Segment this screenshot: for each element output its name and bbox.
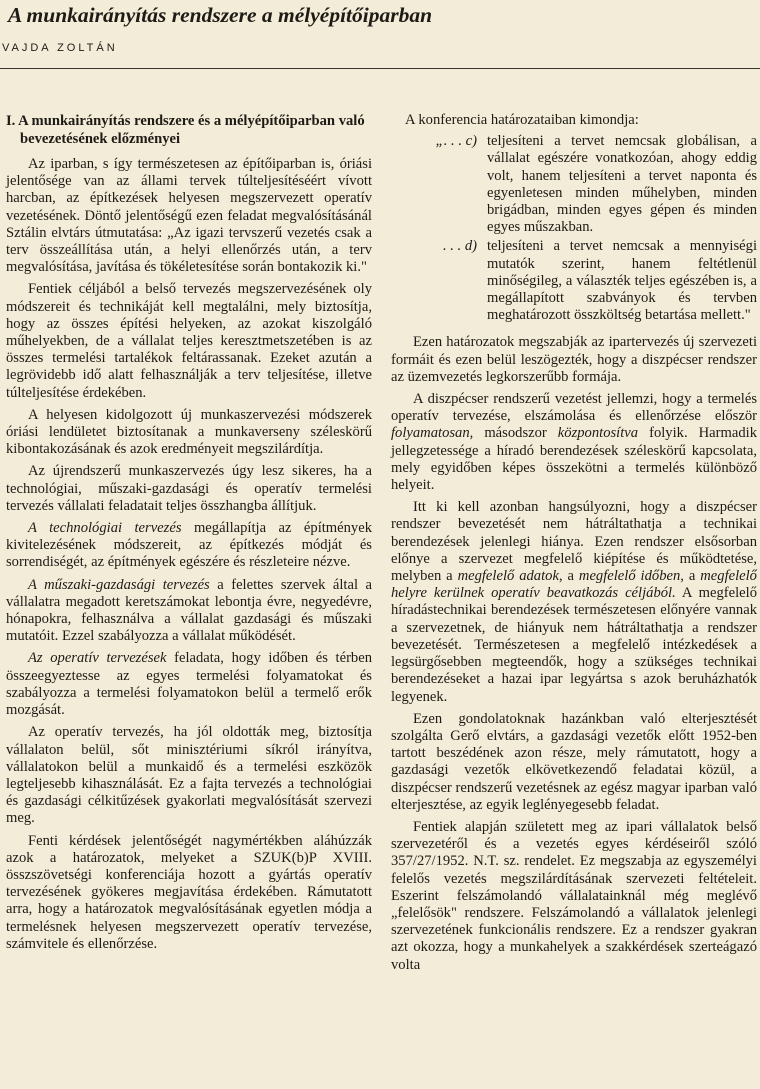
paragraph — [391, 499, 757, 705]
paragraph: Az újrendszerű munkaszervezés úgy lesz sikeres, ha a technológiai, műszaki-gazdasági és operatív termelési tervezés vállalati feladatait teljes összhangba állítjuk. — [6, 463, 372, 514]
emphasis: folyamatosan — [391, 425, 470, 442]
right-column — [391, 112, 757, 979]
quote-label: „. . . c) — [435, 133, 477, 150]
paragraph: Ezen határozatok megszabják az ipartervezés új szervezeti formáit és ezen belül leszögezték, hogy a diszpécser rendszer az üzemvezetés legkorszerűbb formája. — [391, 334, 757, 385]
article-title: A munkairányítás rendszere a mélyépítőiparban — [8, 3, 433, 27]
paragraph-text: a felettes szervek által a vállalatra megadott keretszámokat lebontja évre, negyedévre, hónapokra, felhasználva a vállalat gazdasági és műszaki mutatóit. Ezzel szabályozza a vállalat működését. — [6, 576, 372, 645]
paragraph-text: , a — [680, 568, 701, 585]
paragraph-text: A diszpécser rendszerű vezetést jellemzi, hogy a termelés operatív tervezése, elszámolása és ellenőrzése először — [391, 391, 757, 425]
paragraph-text: Itt ki kell azonban hangsúlyozni, hogy a diszpécser rendszer bevezetését nem hátráltathatja a technikai berendezések jelenlegi hiánya. Ezen rendszer elsősorban előnye a szervezet megfelelő kiépítése és működtetése, melyben a — [391, 499, 757, 585]
paragraph — [6, 577, 372, 646]
section-heading: I. A munkairányítás rendszere és a mélyépítőiparban való bevezetésének előzményei — [6, 113, 365, 147]
paragraph: Ezen gondolatoknak hazánkban való elterjesztését szolgálta Gerő elvtárs, a gazdasági vezetők előtt 1952-ben tartott beszédének azon része, mely rámutatott, hogy a gazdasági vezetők elkövetkezendő feladatai közül, a diszpécser rendszerű vezetésnek az egész magyar iparban való elterjesztése, az egyik leglényegesebb feladat. — [391, 710, 757, 813]
paragraph — [6, 520, 372, 572]
header-divider — [0, 68, 760, 69]
paragraph — [391, 391, 757, 494]
emphasis: megfelelő időben — [578, 568, 681, 585]
emphasis: A műszaki-gazdasági tervezés — [28, 576, 210, 593]
paragraph: Az iparban, s így természetesen az építőiparban is, óriási jelentősége van az állami tervek túlteljesítéséért vívott harcban, az építkezések helyesen megszervezett operatív vezetésének. Döntő jelentőségű ezen feladat megvalósításánál Sztálin elvtárs útmutatása: „Az igazi tervszerű vezetés csak a terv összeállítása után, a helyi ellenőrzés után, a terv megvalósítása, javítása és tökéletesítése során bontakozik ki." — [6, 156, 372, 276]
paragraph-text: , másodszor — [469, 425, 558, 442]
paragraph-text: , a — [558, 568, 579, 585]
paragraph: Fentiek céljából a belső tervezés megszervezésének oly módszereit és technikáját kell megtalálni, mely biztosítja, hogy az összes építési helyeken, az azokat kiszolgáló műhelyekben, de a vállalat teljes keresztmetszetében is az összes termelési tartalékok feltárassanak. Ezeket azután a legrövidebb idő alatt felhasználják a terv teljesítése, illetve túlteljesítése érdekében. — [6, 281, 372, 401]
paragraph — [6, 650, 372, 719]
emphasis: megfelelő adatok — [457, 568, 559, 585]
paragraph: Fentiek alapján született meg az ipari vállalatok belső szervezetéről és a vezetés egyes kérdéseiről szóló 357/27/1952. N.T. sz. rendelet. Ez megszabja az egyszemélyi felelős vezetés megszilárdításának szervezeti feltételeit. Eszerint felszámolandó vállalatainknál még meglévő „felelősök" rendszere. Felszámolandó a vállalatok jelenlegi szervezetének funkcionális rendszere. Ez a rendszer gyakran azt okozza, hogy a munkahelyek a szakkérdések szerteágazó volta — [391, 818, 757, 973]
paragraph: Az operatív tervezés, ha jól oldották meg, biztosítja vállalaton belül, sőt minisztériumi síkról irányítva, vállalatokon belül a munkaidő és a termelési eszközök legteljesebb kihasználását. Ez a fajta tervezés a technológiai és gazdasági célkitűzések gyakorlati megvalósítását szervezi meg. — [6, 724, 372, 827]
paragraph: Fenti kérdések jelentőségét nagymértékben aláhúzzák azok a határozatok, melyeket a SZUK(b)P XVIII. összszövetségi konferenciája hozott a gyártás operatív tervezésének gyökeres megjavítása érdekében. Rámutatott arra, hogy a határozatok megvalósításának egyetlen módja a termelésnek helyesen megszervezett operatív tervezése, számvitele és ellenőrzése. — [6, 832, 372, 952]
author-name: VAJDA ZOLTÁN — [2, 42, 118, 54]
paragraph-text: folyik. Harmadik jellegzetessége a híradó berendezések széleskörű kapcsolata, mely egyidőben képes összekötni a termelés különböző helyeit. — [391, 425, 757, 494]
paragraph-text: feladata, hogy időben és térben összeegyeztesse az egyes termelési folyamatokat és szabályozza a termelési folyamatokon belül a termelő erők mozgását. — [6, 650, 373, 719]
emphasis: megfelelő helyre kerülnek operatív beavatkozás céljából. — [391, 568, 757, 602]
paragraph: A helyesen kidolgozott új munkaszervezési módszerek óriási lendületet biztosítanak a munkaverseny széleskörű kibontakozásának és azok eredményeit megszilárdítja. — [6, 406, 372, 458]
emphasis: A technológiai tervezés — [28, 520, 182, 537]
quote-label: . . . d) — [442, 238, 477, 255]
paragraph-text: megállapítja az építmények kivitelezésének módszereit, az építkezés módját és sorrendiségét, az építmények egészére és részleteire nézve. — [6, 520, 372, 571]
quote-item-c — [391, 133, 757, 236]
emphasis: központosítva — [557, 425, 639, 442]
quote-intro: A konferencia határozataiban kimondja: — [405, 112, 639, 128]
left-column — [6, 112, 372, 958]
quote-text: teljesíteni a tervet nemcsak a mennyiségi mutatók szerint, hanem feltétlenül minőségileg, a választék teljes egészében is, a megállapított szabványok és tervben meghatározott összköltség betartása mellett." — [487, 238, 757, 324]
paragraph-text: A megfelelő híradástechnikai berendezések természetesen előnyére vannak a szervezetnek, de hiányuk nem hátráltathatja a rendszer bevezetését. Természetesen a megfelelő intézkedések a legsürgősebben megteendők, hogy a szükséges technikai berendezéseket a hazai ipar legyártsa s azok beruházhatók legyenek. — [391, 585, 758, 705]
quote-item-d — [391, 238, 757, 324]
emphasis: Az operatív tervezések — [28, 650, 167, 667]
quote-text: teljesíteni a tervet nemcsak globálisan, a vállalat egészére vonatkozóan, ahogy eddig volt, hanem teljesíteni a tervet naponta és egyenletesen minden műhelyben, minden brigádban, minden egyes gépen és minden egyes műszakban. — [487, 133, 757, 236]
